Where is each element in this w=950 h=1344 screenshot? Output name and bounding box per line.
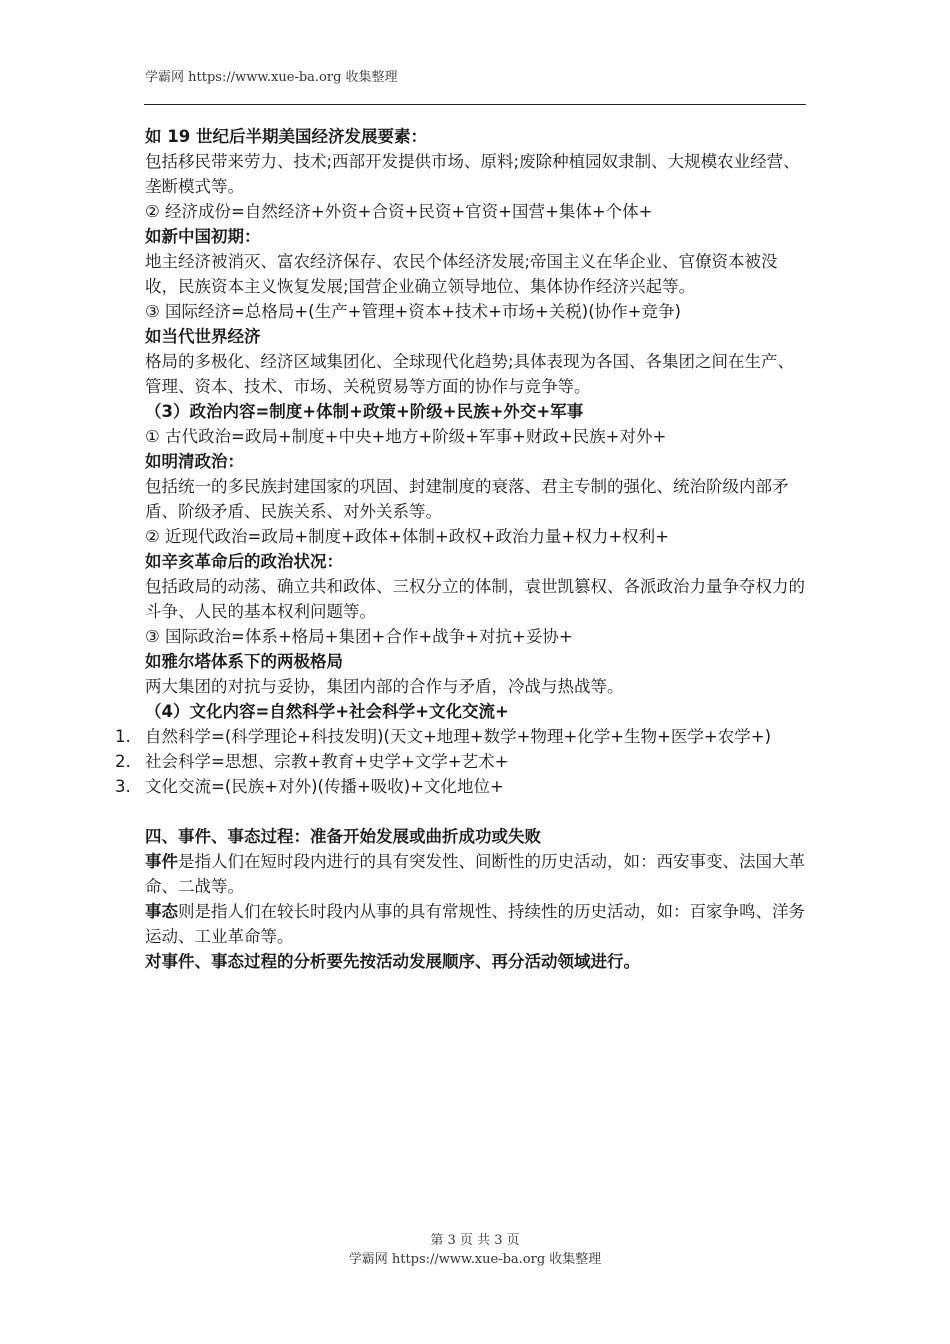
example-heading-new-china: 如新中国初期： [145, 227, 261, 246]
header-divider [144, 104, 806, 105]
paragraph: 包括政局的动荡、确立共和政体、三权分立的体制，袁世凯篡权、各派政治力量争夺权力的斗争、人民的基本权利问题等。 [145, 577, 805, 621]
section-heading-culture: （4）文化内容=自然科学+社会科学+文化交流+ [145, 702, 509, 721]
example-heading-ming-qing: 如明清政治： [145, 452, 244, 471]
example-heading-us-economy: 如 19 世纪后半期美国经济发展要素： [145, 127, 427, 146]
conclusion: 对事件、事态过程的分析要先按活动发展顺序、再分活动领域进行。 [145, 952, 640, 971]
formula-international-politics: ③ 国际政治=体系+格局+集团+合作+战争+对抗+妥协+ [145, 627, 573, 646]
paragraph: 地主经济被消灭、富农经济保存、农民个体经济发展;帝国主义在华企业、官僚资本被没收，民族资本主义恢复发展;国营企业确立领导地位、集体协作经济兴起等。 [145, 252, 778, 296]
example-heading-world-economy: 如当代世界经济 [145, 327, 261, 346]
list-number: 3. [115, 777, 131, 796]
event-definition: 是指人们在短时段内进行的具有突发性、间断性的历史活动，如：西安事变、法国大革命、二战等。 [145, 852, 805, 896]
page-footer-source: 学霸网 https://www.xue-ba.org 收集整理 [348, 1252, 602, 1267]
formula-economic-components: ② 经济成份=自然经济+外资+合资+民资+官资+国营+集体+个体+ [145, 202, 653, 221]
paragraph: 包括统一的多民族封建国家的巩固、封建制度的衰落、君主专制的强化、统治阶级内部矛盾、阶级矛盾、民族关系、对外关系等。 [145, 477, 789, 521]
list-number: 1. [115, 727, 131, 746]
list-text: 自然科学=(科学理论+科技发明)(天文+地理+数学+物理+化学+生物+医学+农学+) [145, 727, 772, 746]
page-header: 学霸网 https://www.xue-ba.org 收集整理 [145, 70, 398, 85]
page-number: 第 3 页 共 3 页 [430, 1233, 520, 1248]
term-state: 事态 [145, 902, 178, 921]
example-heading-yalta: 如雅尔塔体系下的两极格局 [145, 652, 343, 671]
list-number: 2. [115, 752, 131, 771]
paragraph: 格局的多极化、经济区域集团化、全球现代化趋势;具体表现为各国、各集团之间在生产、管理、资本、技术、市场、关税贸易等方面的协作与竞争等。 [145, 352, 795, 396]
term-event: 事件 [145, 852, 178, 871]
list-item [115, 774, 807, 799]
culture-list [115, 724, 807, 799]
spacer [145, 799, 807, 824]
formula-ancient-politics: ① 古代政治=政局+制度+中央+地方+阶级+军事+财政+民族+对外+ [145, 427, 667, 446]
section-heading-politics: （3）政治内容=制度+体制+政策+阶级+民族+外交+军事 [145, 402, 584, 421]
paragraph: 包括移民带来劳力、技术;西部开发提供市场、原料;废除种植园奴隶制、大规模农业经营、垄断模式等。 [145, 152, 800, 196]
document-body [115, 124, 807, 974]
list-item [115, 724, 807, 749]
state-definition: 则是指人们在较长时段内从事的具有常规性、持续性的历史活动，如：百家争鸣、洋务运动、工业革命等。 [145, 902, 805, 946]
example-heading-xinhai: 如辛亥革命后的政治状况： [145, 552, 343, 571]
paragraph-state [145, 899, 807, 949]
section-heading-events: 四、事件、事态过程：准备开始发展或曲折成功或失败 [145, 827, 541, 846]
formula-modern-politics: ② 近现代政治=政局+制度+政体+体制+政权+政治力量+权力+权利+ [145, 527, 669, 546]
list-item [115, 749, 807, 774]
formula-international-economy: ③ 国际经济=总格局+(生产+管理+资本+技术+市场+关税)(协作+竞争) [145, 302, 681, 321]
paragraph: 两大集团的对抗与妥协，集团内部的合作与矛盾，冷战与热战等。 [145, 677, 624, 696]
paragraph-event [145, 849, 807, 899]
list-text: 社会科学=思想、宗教+教育+史学+文学+艺术+ [145, 752, 509, 771]
list-text: 文化交流=(民族+对外)(传播+吸收)+文化地位+ [145, 777, 504, 796]
